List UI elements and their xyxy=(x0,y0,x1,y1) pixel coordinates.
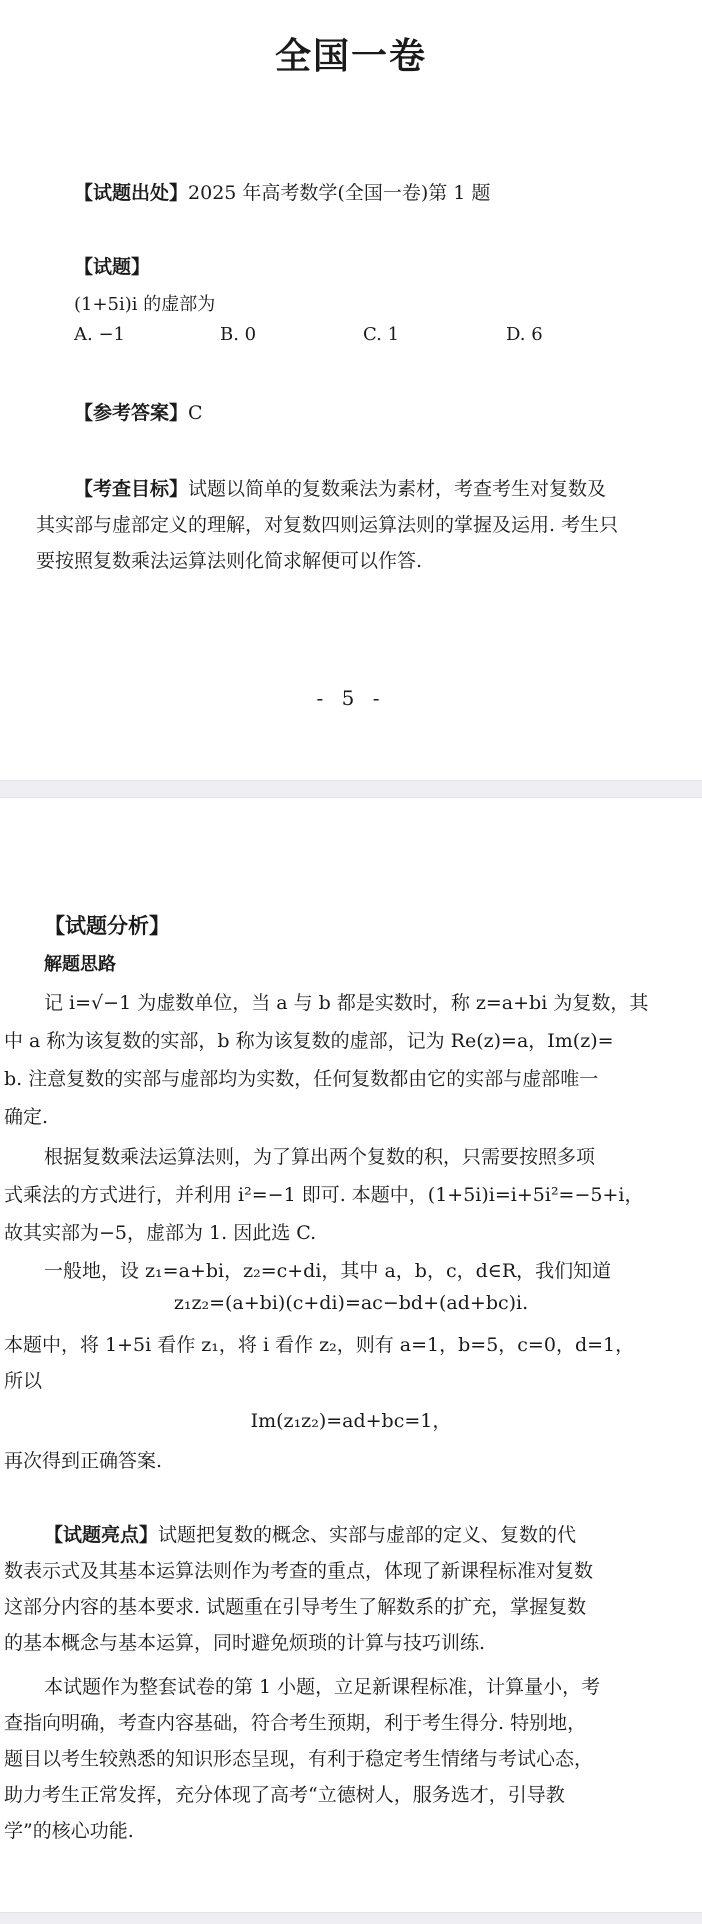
option-b: B. 0 xyxy=(220,324,257,345)
document-page-2 xyxy=(0,798,702,1924)
para5-line-5: 学”的核心功能. xyxy=(4,1820,134,1842)
objective-line-2: 其实部与虚部定义的理解，对复数四则运算法则的掌握及运用. 考生只 xyxy=(36,514,619,536)
page-title: 全国一卷 xyxy=(274,35,427,77)
para3-line-1: 一般地，设 z₁=a+bi，z₂=c+di，其中 a，b，c，d∈R，我们知道 xyxy=(44,1260,612,1282)
objective-label: 【考查目标】 xyxy=(74,478,189,500)
para2-line-1: 根据复数乘法运算法则，为了算出两个复数的积，只需要按照多项 xyxy=(44,1146,596,1168)
para3-line-3: 所以 xyxy=(4,1370,43,1392)
question-text: (1+5i)i 的虚部为 xyxy=(74,294,216,315)
objective-line-3: 要按照复数乘法运算法则化简求解便可以作答. xyxy=(36,550,423,572)
answer-section xyxy=(74,398,203,425)
para1-line-4: 确定. xyxy=(4,1106,49,1128)
source-section xyxy=(74,178,490,205)
page-number: - 5 - xyxy=(316,686,386,710)
highlight-line-2: 数表示式及其基本运算法则作为考查的重点，体现了新课程标准对复数 xyxy=(4,1560,594,1582)
formula-imaginary: Im(z₁z₂)=ad+bc=1， xyxy=(250,1410,452,1432)
para3-end: 再次得到正确答案. xyxy=(4,1450,163,1472)
highlight-line-1: 【试题亮点】试题把复数的概念、实部与虚部的定义、复数的代 xyxy=(44,1524,577,1546)
para2-line-2: 式乘法的方式进行，并利用 i²=−1 即可. 本题中，(1+5i)i=i+5i²=−5+i， xyxy=(4,1184,644,1206)
highlight-line-3: 这部分内容的基本要求. 试题重在引导考生了解数系的扩充，掌握复数 xyxy=(4,1596,587,1618)
para1-line-2: 中 a 称为该复数的实部，b 称为该复数的虚部，记为 Re(z)=a，Im(z)= xyxy=(4,1030,614,1052)
highlight-line-4: 的基本概念与基本运算，同时避免烦琐的计算与技巧训练. xyxy=(4,1632,486,1654)
option-c: C. 1 xyxy=(363,324,400,345)
formula-product: z₁z₂=(a+bi)(c+di)=ac−bd+(ad+bc)i. xyxy=(173,1292,529,1314)
source-text: 2025 年高考数学(全国一卷)第 1 题 xyxy=(188,182,491,204)
para5-line-3: 题目以考生较熟悉的知识形态呈现，有利于稳定考生情绪与考试心态， xyxy=(4,1748,594,1770)
analysis-label: 【试题分析】 xyxy=(44,914,170,938)
question-label: 【试题】 xyxy=(74,256,151,278)
document-page-1 xyxy=(0,0,702,780)
option-a: A. −1 xyxy=(74,324,125,345)
para5-line-2: 查指向明确，考查内容基础，符合考生预期，利于考生得分. 特别地， xyxy=(4,1712,587,1734)
para5-line-4: 助力考生正常发挥，充分体现了高考“立德树人，服务选才，引导教 xyxy=(4,1784,565,1806)
para1-line-3: b. 注意复数的实部与虚部均为实数，任何复数都由它的实部与虚部唯一 xyxy=(4,1068,599,1090)
source-label: 【试题出处】 xyxy=(74,182,189,204)
objective-line-1: 【考查目标】试题以简单的复数乘法为素材，考查考生对复数及 xyxy=(74,478,607,500)
answer-label: 【参考答案】 xyxy=(74,402,189,424)
option-d: D. 6 xyxy=(506,324,543,345)
para1-line-1: 记 i=√−1 为虚数单位，当 a 与 b 都是实数时，称 z=a+bi 为复数，其 xyxy=(44,992,649,1014)
answer-value: C xyxy=(188,402,203,424)
page-separator xyxy=(0,780,702,798)
page-bottom-separator xyxy=(0,1912,702,1924)
highlight-label: 【试题亮点】 xyxy=(44,1524,159,1546)
para3-line-2: 本题中，将 1+5i 看作 z₁，将 i 看作 z₂，则有 a=1，b=5，c=0，d=1， xyxy=(4,1334,635,1356)
approach-label: 解题思路 xyxy=(44,954,116,975)
para2-line-3: 故其实部为−5，虚部为 1. 因此选 C. xyxy=(4,1222,317,1244)
para5-line-1: 本试题作为整套试卷的第 1 小题，立足新课程标准，计算量小，考 xyxy=(44,1676,601,1698)
